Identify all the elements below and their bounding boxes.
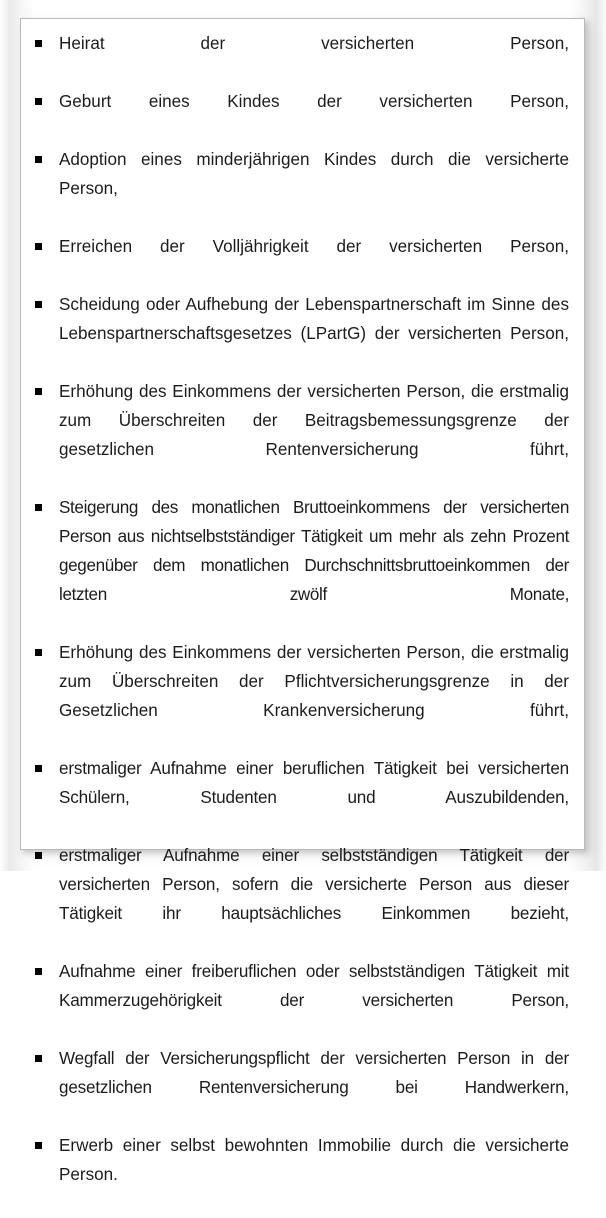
clause-text: Adoption eines minderjährigen Kindes durch die versicherte Person,	[59, 150, 569, 198]
clause-text: Wegfall der Versicherungspflicht der versicherten Person in der gesetzlichen Rentenversicherung bei Handwerkern,	[59, 1049, 569, 1097]
square-bullet-icon	[35, 1055, 42, 1062]
square-bullet-icon	[35, 156, 42, 163]
square-bullet-icon	[35, 388, 42, 395]
square-bullet-icon	[35, 1142, 42, 1149]
square-bullet-icon	[35, 98, 42, 105]
clause-list-item	[21, 1131, 586, 1218]
clause-text: Erwerb einer selbst bewohnten Immobilie durch die versicherte Person.	[59, 1136, 569, 1184]
clause-text: Scheidung oder Aufhebung der Lebenspartnerschaft im Sinne des Lebenspartnerschaftsgesetzes (LPartG) der versicherten Person,	[59, 295, 569, 343]
clause-list-item	[21, 1044, 586, 1131]
clause-list-item	[21, 957, 586, 1044]
clause-list-item	[21, 232, 586, 290]
square-bullet-icon	[35, 301, 42, 308]
clause-list-item	[21, 754, 586, 841]
clause-list	[21, 29, 586, 1218]
square-bullet-icon	[35, 40, 42, 47]
square-bullet-icon	[35, 243, 42, 250]
clause-text: Aufnahme einer freiberuflichen oder selbstständigen Tätigkeit mit Kammerzugehörigkeit der versicherten Person,	[59, 962, 569, 1010]
clause-list-item	[21, 29, 586, 87]
document-card	[20, 18, 585, 1184]
square-bullet-icon	[35, 852, 42, 859]
square-bullet-icon	[35, 765, 42, 772]
clause-text: Erreichen der Volljährigkeit der versicherten Person,	[59, 237, 569, 256]
square-bullet-icon	[35, 968, 42, 975]
clause-list-item	[21, 841, 586, 957]
clause-text: Geburt eines Kindes der versicherten Person,	[59, 92, 569, 111]
clause-list-item	[21, 290, 586, 377]
clause-list-item	[21, 87, 586, 145]
clause-text: erstmaliger Aufnahme einer beruflichen Tätigkeit bei versicherten Schülern, Studenten und Auszubildenden,	[59, 759, 569, 807]
clause-text: Heirat der versicherten Person,	[59, 34, 569, 53]
clause-text: Steigerung des monatlichen Bruttoeinkommens der versicherten Person aus nichtselbstständiger Tätigkeit um mehr als zehn Prozent gegenüber dem monatlichen Durchschnittsbruttoeinkommen der letzten zwölf Monate,	[59, 498, 569, 604]
clause-text: erstmaliger Aufnahme einer selbstständigen Tätigkeit der versicherten Person, sofern die versicherte Person aus dieser Tätigkeit ihr hauptsächliches Einkommen bezieht,	[59, 846, 569, 923]
clause-list-item	[21, 493, 586, 638]
square-bullet-icon	[35, 649, 42, 656]
clause-text: Erhöhung des Einkommens der versicherten Person, die erstmalig zum Überschreiten der Beitragsbemessungsgrenze der gesetzlichen Rentenversicherung führt,	[59, 382, 569, 459]
clause-list-item	[21, 638, 586, 754]
square-bullet-icon	[35, 504, 42, 511]
document-body	[21, 19, 586, 1218]
clause-list-item	[21, 145, 586, 232]
clause-text: Erhöhung des Einkommens der versicherten Person, die erstmalig zum Überschreiten der Pflichtversicherungsgrenze in der Gesetzlichen Krankenversicherung führt,	[59, 643, 569, 720]
clause-list-item	[21, 377, 586, 493]
